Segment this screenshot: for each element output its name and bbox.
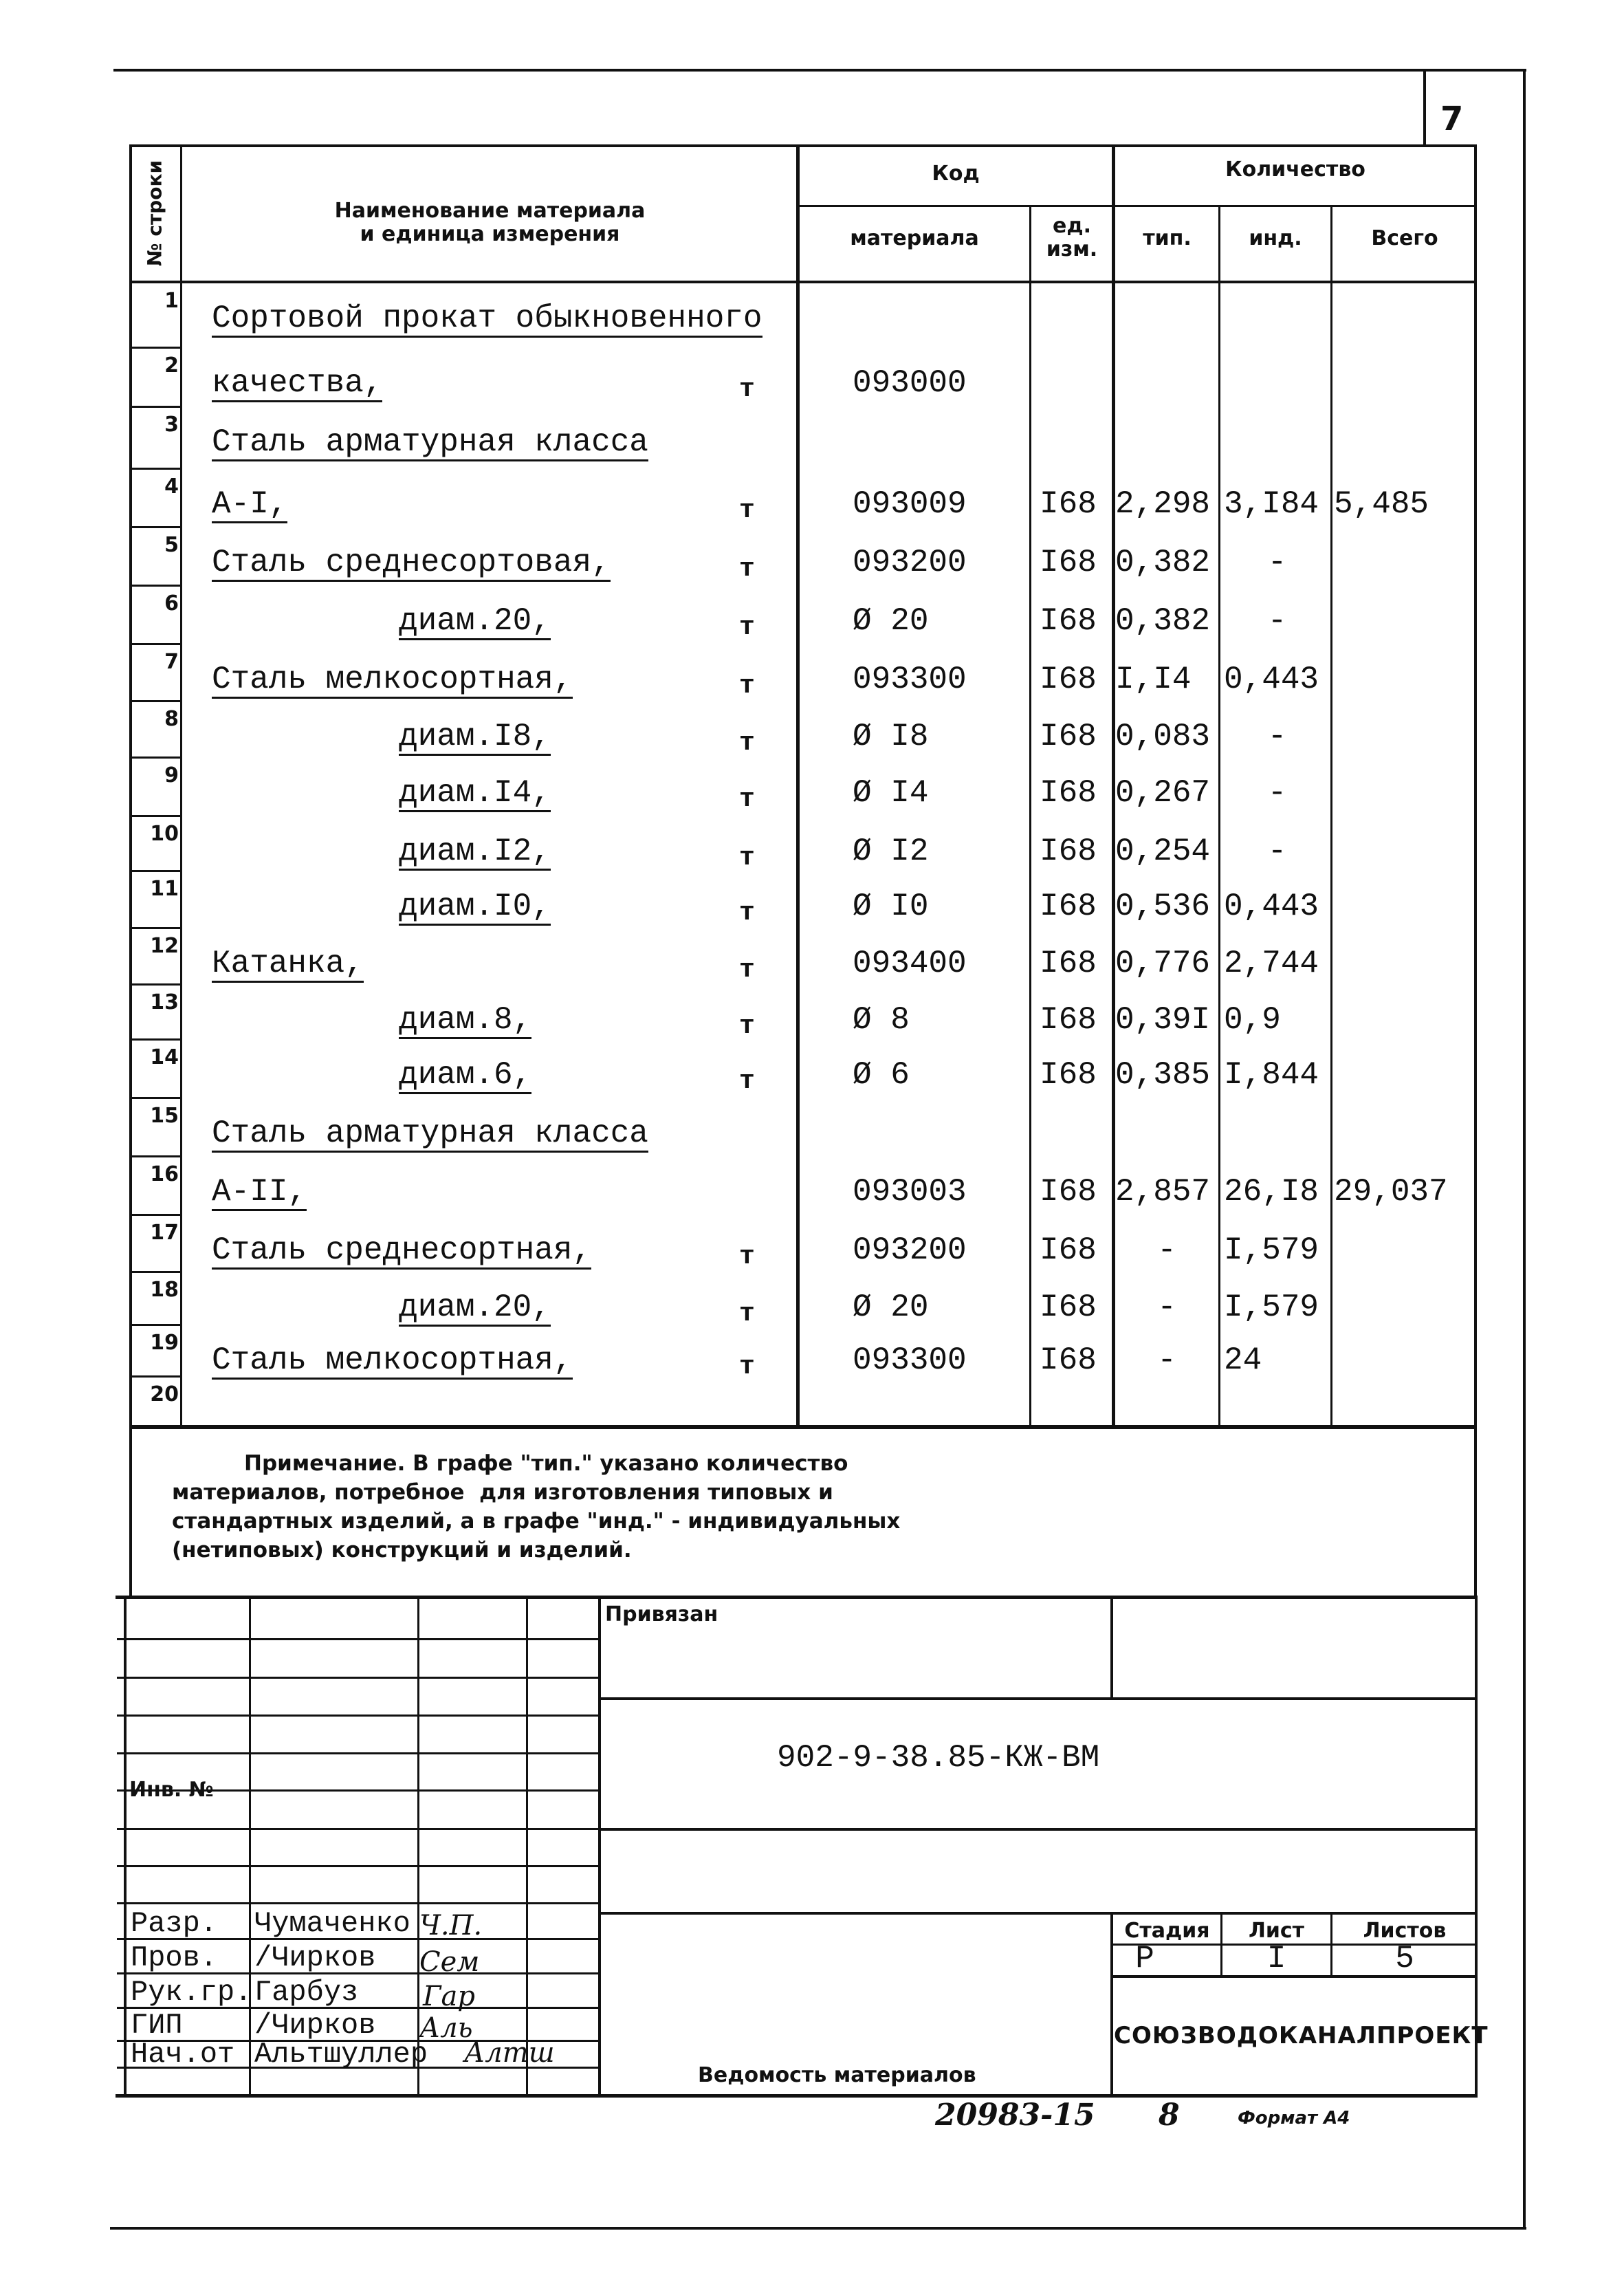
unit: т [739, 785, 755, 814]
qty-individual: - [1267, 603, 1287, 639]
qty-typical: - [1157, 1232, 1176, 1268]
unit-code: I68 [1040, 946, 1097, 981]
row-number-separator [129, 870, 181, 872]
row-number: 6 [164, 591, 179, 616]
unit-code: I68 [1040, 1174, 1097, 1210]
sheet-value: I [1266, 1941, 1286, 1977]
unit: т [739, 843, 755, 873]
material-code: 093009 [853, 486, 967, 522]
header-bottom-line [129, 281, 1477, 283]
qty-typical: 2,298 [1115, 486, 1211, 522]
row-number: 2 [164, 353, 179, 378]
qty-individual: - [1267, 545, 1287, 580]
header-name: Наименование материала и единица измерения [334, 199, 646, 246]
qty-individual: 2,744 [1224, 946, 1319, 981]
qty-individual: 3,I84 [1224, 486, 1319, 522]
signature-5: Алтш [464, 2037, 555, 2069]
header-qty-ind: инд. [1249, 226, 1302, 250]
role-person: Гарбуз [254, 1976, 359, 2009]
material-code: 093000 [853, 365, 967, 401]
row-number: 19 [150, 1331, 179, 1355]
inventory-number-label: Инв. № [129, 1778, 214, 1802]
qty-typical: 0,536 [1115, 889, 1211, 924]
header-code-unit: ед. изм. [1046, 214, 1098, 261]
material-name: Сталь арматурная класса [212, 1115, 648, 1151]
row-number: 15 [150, 1104, 179, 1128]
qty-total: 29,037 [1334, 1174, 1448, 1210]
unit: т [739, 1242, 755, 1272]
unit: т [739, 496, 755, 525]
unit: т [739, 1352, 755, 1382]
unit-code: I68 [1040, 1057, 1097, 1093]
material-code: 093200 [853, 545, 967, 580]
material-code: 093003 [853, 1174, 967, 1210]
unit: т [739, 1299, 755, 1329]
material-code: Ø I8 [853, 719, 929, 754]
role-title: Пров. [131, 1941, 218, 1974]
material-name: качества, [212, 365, 383, 401]
material-name: диам.20, [399, 603, 551, 639]
unit-code: I68 [1040, 1342, 1097, 1378]
stamp-grid-h7 [117, 1865, 600, 1867]
header-code: Код [932, 162, 980, 186]
material-name: Сталь мелкосортная, [212, 662, 573, 697]
row-number: 4 [164, 475, 179, 499]
right-border [1523, 69, 1526, 2228]
role-title: ГИП [131, 2009, 183, 2042]
stamp-bottom [116, 2094, 1477, 2098]
row-number-separator [129, 815, 181, 817]
material-name: диам.20, [399, 1289, 551, 1325]
row-number-separator [129, 1271, 181, 1273]
material-code: Ø 8 [853, 1002, 910, 1038]
stamp-top [116, 1596, 1477, 1599]
unit: т [739, 613, 755, 642]
header-qty-total: Всего [1371, 226, 1438, 250]
unit: т [739, 554, 755, 584]
qty-individual: - [1267, 834, 1287, 869]
material-code: 093300 [853, 1342, 967, 1378]
col-line-ind [1218, 206, 1220, 1428]
row-number-separator [129, 700, 181, 702]
qty-typical: 0,385 [1115, 1057, 1211, 1093]
material-name: А-I, [212, 486, 288, 522]
stamp-privyazan-divider [1110, 1596, 1113, 1699]
qty-individual: 0,443 [1224, 662, 1319, 697]
corner-box-line [1423, 69, 1426, 146]
qty-typical: 0,39I [1115, 1002, 1211, 1038]
material-name: Сталь среднесортная, [212, 1232, 592, 1268]
note-line-4: (нетиповых) конструкций и изделий. [172, 1538, 632, 1563]
unit-code: I68 [1040, 719, 1097, 754]
material-code: Ø I2 [853, 834, 929, 869]
qty-typical: 0,083 [1115, 719, 1211, 754]
qty-individual: 0,9 [1224, 1002, 1281, 1038]
material-name: диам.I0, [399, 889, 551, 924]
stage-label: Стадия [1124, 1919, 1210, 1943]
qty-individual: - [1267, 719, 1287, 754]
row-number-separator [129, 1324, 181, 1326]
sheet-corner-number: 7 [1440, 100, 1464, 138]
unit-code: I68 [1040, 775, 1097, 811]
stamp-grid-h4 [117, 1752, 600, 1754]
qty-individual: - [1267, 775, 1287, 811]
row-number-separator [129, 756, 181, 759]
material-name: диам.I8, [399, 719, 551, 754]
stamp-grid-h1 [117, 1638, 600, 1640]
stamp-h-info [600, 1912, 1477, 1915]
material-name: Катанка, [212, 946, 364, 981]
col-line-name [180, 144, 182, 1428]
qty-typical: I,I4 [1115, 662, 1192, 697]
header-qty: Количество [1225, 157, 1365, 182]
header-code-material: материала [850, 226, 979, 250]
sheets-value: 5 [1395, 1941, 1414, 1977]
row-number-separator [129, 585, 181, 587]
material-name: Сталь арматурная класса [212, 424, 648, 460]
unit-code: I68 [1040, 662, 1097, 697]
organization-name: СОЮЗВОДОКАНАЛПРОЕКТ [1114, 2022, 1489, 2049]
row-number: 9 [164, 763, 179, 787]
row-number-separator [129, 1375, 181, 1378]
unit: т [739, 728, 755, 758]
row-number: 18 [150, 1278, 179, 1302]
privyazan-label: Привязан [605, 1602, 718, 1626]
stamp-h-code [600, 1828, 1477, 1831]
row-number-separator [129, 526, 181, 528]
row-number: 13 [150, 990, 179, 1014]
qty-typical: 0,382 [1115, 603, 1211, 639]
note-line-2: материалов, потребное для изготовления типовых и [172, 1480, 833, 1505]
row-number-separator [129, 1155, 181, 1157]
sheet-label: Лист [1248, 1919, 1305, 1943]
unit: т [739, 898, 755, 928]
unit: т [739, 955, 755, 985]
qty-individual: 24 [1224, 1342, 1262, 1378]
role-person: Чумаченко [254, 1907, 410, 1940]
qty-total: 5,485 [1334, 486, 1429, 522]
material-name: диам.I2, [399, 834, 551, 869]
material-name: диам.6, [399, 1057, 532, 1093]
stamp-grid-h6 [117, 1828, 600, 1830]
qty-individual: 26,I8 [1224, 1174, 1319, 1210]
material-code: Ø 20 [853, 603, 929, 639]
unit-code: I68 [1040, 1002, 1097, 1038]
top-border [113, 69, 1526, 72]
unit-code: I68 [1040, 889, 1097, 924]
unit: т [739, 1012, 755, 1041]
stage-value: Р [1135, 1941, 1154, 1977]
header-qty-typ: тип. [1143, 226, 1192, 250]
material-code: 093400 [853, 946, 967, 981]
qty-typical: 2,857 [1115, 1174, 1211, 1210]
row-number: 8 [164, 707, 179, 731]
role-person: /Чирков [254, 2009, 376, 2042]
material-code: Ø I0 [853, 889, 929, 924]
qty-typical: 0,267 [1115, 775, 1211, 811]
unit-code: I68 [1040, 834, 1097, 869]
row-number: 5 [164, 533, 179, 557]
row-number: 14 [150, 1045, 179, 1069]
row-number: 3 [164, 413, 179, 437]
row-number: 7 [164, 650, 179, 674]
unit-code: I68 [1040, 1289, 1097, 1325]
role-title: Рук.гр. [131, 1976, 252, 2009]
material-name: Сталь мелкосортная, [212, 1342, 573, 1378]
note-line-3: стандартных изделий, а в графе "инд." - индивидуальных [172, 1509, 901, 1534]
signature-4: Аль [419, 2012, 473, 2044]
row-number-separator [129, 1214, 181, 1216]
qty-individual: 0,443 [1224, 889, 1319, 924]
row-number-separator [129, 468, 181, 470]
row-number: 11 [150, 877, 179, 901]
row-number-separator [129, 643, 181, 645]
stamp-grid-h8 [117, 1902, 600, 1904]
unit: т [739, 671, 755, 701]
row-number-separator [129, 406, 181, 408]
material-code: Ø 20 [853, 1289, 929, 1325]
page-number: 8 [1159, 2098, 1180, 2133]
role-person: /Чирков [254, 1941, 376, 1974]
qty-individual: I,579 [1224, 1289, 1319, 1325]
row-number-separator [129, 983, 181, 986]
role-title: Разр. [131, 1907, 218, 1940]
row-number-separator [129, 927, 181, 929]
header-sub-line [798, 205, 1477, 207]
row-number-separator [129, 1038, 181, 1041]
material-code: Ø I4 [853, 775, 929, 811]
qty-typical: - [1157, 1289, 1176, 1325]
unit-code: I68 [1040, 486, 1097, 522]
role-title: Нач.от [131, 2038, 235, 2071]
row-number: 20 [150, 1382, 179, 1406]
material-code: Ø 6 [853, 1057, 910, 1093]
unit-code: I68 [1040, 545, 1097, 580]
qty-individual: I,844 [1224, 1057, 1319, 1093]
material-name: диам.I4, [399, 775, 551, 811]
row-number: 17 [150, 1221, 179, 1245]
header-row-no: № строки [143, 160, 166, 267]
qty-typical: 0,776 [1115, 946, 1211, 981]
stamp-col-4 [598, 1596, 601, 2094]
stamp-left [124, 1596, 127, 2098]
bottom-border [110, 2227, 1526, 2230]
material-code: 093200 [853, 1232, 967, 1268]
unit-code: I68 [1040, 1232, 1097, 1268]
col-line-unit [1029, 206, 1031, 1428]
document-code: 902-9-38.85-КЖ-ВМ [777, 1740, 1100, 1776]
note-line-1: Примечание. В графе "тип." указано количество [244, 1451, 848, 1476]
format-label: Формат А4 [1238, 2108, 1350, 2129]
col-line-total [1330, 206, 1332, 1428]
row-number-separator [129, 347, 181, 349]
row-number: 10 [150, 822, 179, 846]
row-number: 16 [150, 1162, 179, 1186]
stamp-col-3 [526, 1596, 528, 2094]
qty-typical: - [1157, 1342, 1176, 1378]
sheet-title: Ведомость материалов [698, 2063, 976, 2087]
qty-individual: I,579 [1224, 1232, 1319, 1268]
signature-2: Сем [419, 1946, 480, 1978]
col-line-code [796, 144, 800, 1428]
material-name: диам.8, [399, 1002, 532, 1038]
stamp-grid-h3 [117, 1715, 600, 1717]
qty-typical: 0,254 [1115, 834, 1211, 869]
sheets-label: Листов [1363, 1919, 1447, 1943]
row-number: 1 [164, 289, 179, 313]
row-number: 12 [150, 934, 179, 958]
unit: т [739, 1067, 755, 1096]
material-name: А-II, [212, 1174, 307, 1210]
unit-code: I68 [1040, 603, 1097, 639]
stamp-grid-h2 [117, 1677, 600, 1679]
qty-typical: 0,382 [1115, 545, 1211, 580]
signature-1: Ч.П. [419, 1910, 483, 1941]
signature-3: Гар [423, 1981, 475, 2012]
stamp-h-privyazan [600, 1697, 1477, 1700]
archive-number: 20983-15 [935, 2098, 1095, 2133]
material-name: Сталь среднесортовая, [212, 545, 611, 580]
row-number-separator [129, 1097, 181, 1099]
material-code: 093300 [853, 662, 967, 697]
stamp-info-divider [1110, 1912, 1113, 2096]
material-name: Сортовой прокат обыкновенного [212, 301, 762, 336]
stamp-col-1 [249, 1596, 251, 2094]
role-person: Альтшуллер [254, 2038, 428, 2071]
unit: т [739, 375, 755, 404]
